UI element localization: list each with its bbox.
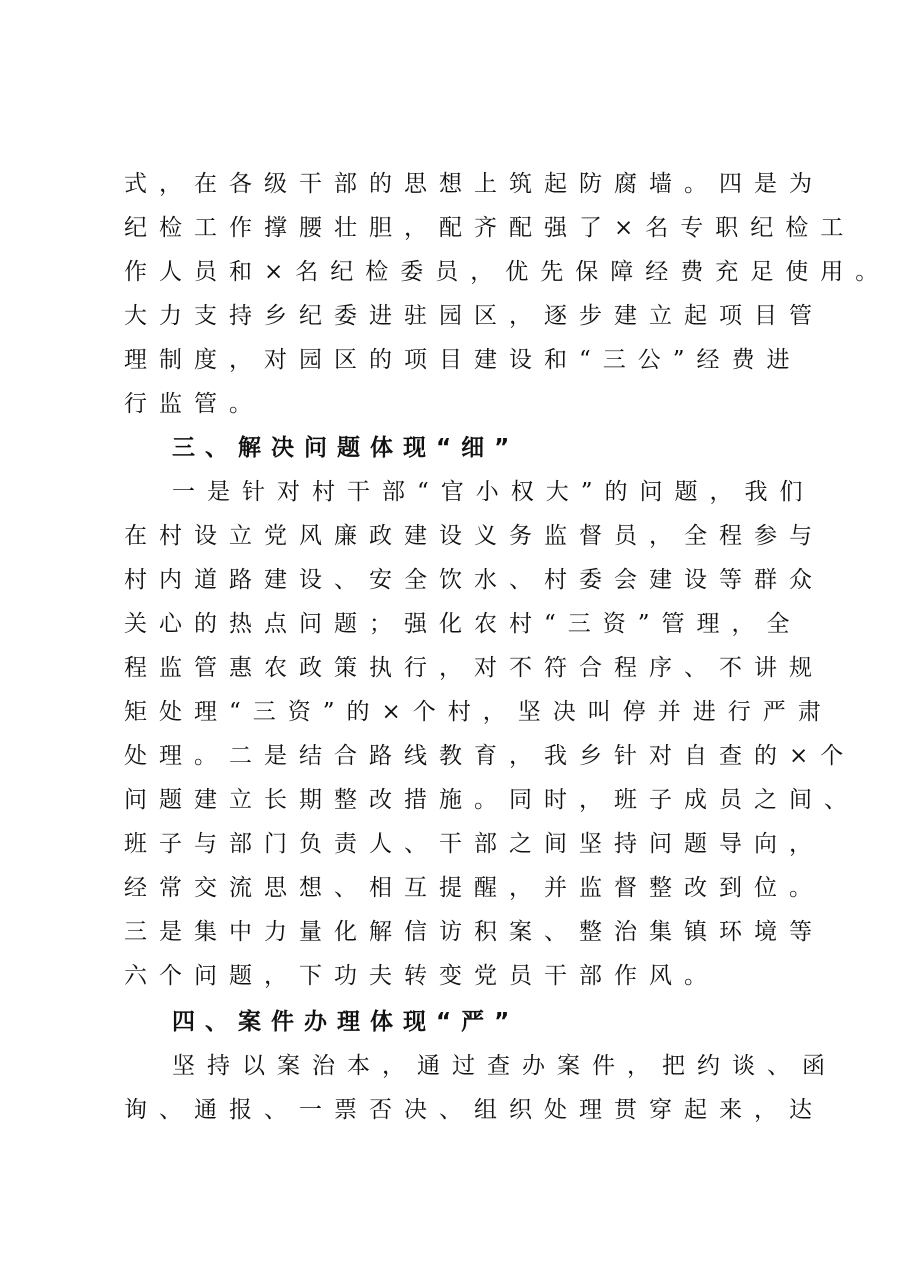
paragraph-line: 询、通报、一票否决、组织处理贯穿起来，达	[124, 1097, 824, 1123]
paragraph-line: 六个问题，下功夫转变党员干部作风。	[124, 963, 719, 989]
paragraph-line: 纪检工作撑腰壮胆，配齐配强了×名专职纪检工	[124, 215, 856, 241]
paragraph-line: 理制度，对园区的项目建设和“三公”经费进	[124, 347, 802, 373]
paragraph-line: 一是针对村干部“官小权大”的问题，我们	[172, 479, 815, 505]
paragraph-line: 三是集中力量化解信访积案、整治集镇环境等	[124, 919, 824, 945]
paragraph-line: 式，在各级干部的思想上筑起防腐墙。四是为	[124, 171, 824, 197]
paragraph-line: 关心的热点问题；强化农村“三资”管理，全	[124, 611, 802, 637]
paragraph-line: 班子与部门负责人、干部之间坚持问题导向，	[124, 831, 824, 857]
paragraph-line: 大力支持乡纪委进驻园区，逐步建立起项目管	[124, 303, 824, 329]
paragraph-line: 问题建立长期整改措施。同时，班子成员之间、	[124, 787, 859, 813]
paragraph-line: 行监管。	[124, 391, 264, 417]
paragraph-line: 作人员和×名纪检委员，优先保障经费充足使用。	[124, 259, 891, 285]
section-heading: 四、案件办理体现“严”	[172, 1009, 520, 1035]
section-heading: 三、解决问题体现“细”	[172, 435, 520, 461]
paragraph-line: 矩处理“三资”的×个村，坚决叫停并进行严肃	[124, 699, 833, 725]
paragraph-line: 经常交流思想、相互提醒，并监督整改到位。	[124, 875, 824, 901]
paragraph-line: 在村设立党风廉政建设义务监督员，全程参与	[124, 523, 824, 549]
paragraph-line: 村内道路建设、安全饮水、村委会建设等群众	[124, 567, 824, 593]
paragraph-line: 处理。二是结合路线教育，我乡针对自查的×个	[124, 743, 856, 769]
paragraph-line: 程监管惠农政策执行，对不符合程序、不讲规	[124, 655, 824, 681]
paragraph-line: 坚持以案治本，通过查办案件，把约谈、函	[172, 1053, 837, 1079]
